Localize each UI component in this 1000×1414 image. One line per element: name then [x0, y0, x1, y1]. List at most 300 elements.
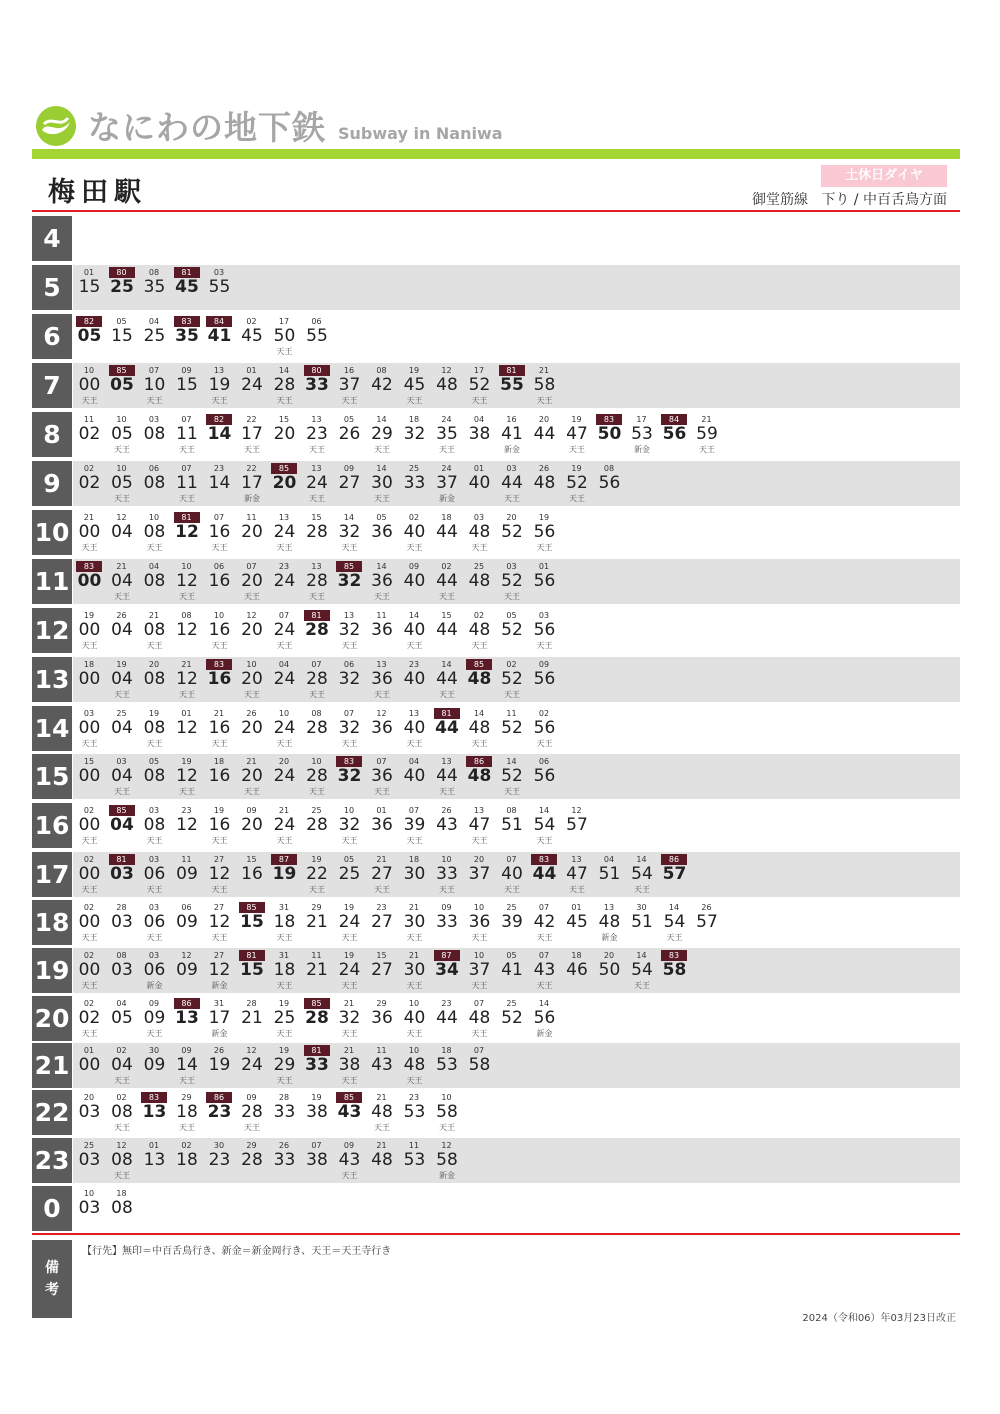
- departure: [106, 608, 139, 653]
- departure: [528, 803, 561, 848]
- train-number: 10: [473, 951, 485, 960]
- train-number: 07: [506, 855, 517, 864]
- departure: [691, 900, 724, 945]
- departure: [463, 803, 496, 848]
- departure: [138, 1138, 171, 1183]
- departure: [203, 657, 236, 702]
- train-number: 85: [239, 902, 265, 913]
- departure: [398, 706, 431, 751]
- departure-minute: 38: [338, 1055, 361, 1075]
- departure-minute: 22: [306, 864, 328, 884]
- departure: [333, 510, 366, 555]
- train-number: 07: [148, 366, 160, 375]
- departure-minute: 56: [533, 1008, 556, 1028]
- departure-minute: 24: [273, 718, 296, 738]
- train-number: 10: [278, 709, 290, 718]
- train-number: 21: [83, 513, 95, 522]
- train-number: 07: [343, 709, 355, 718]
- departure-minute: 32: [338, 669, 361, 689]
- train-number: 21: [343, 1046, 355, 1055]
- destination-mark: 天王: [374, 885, 390, 894]
- hour-label: 18: [32, 900, 72, 945]
- train-number: 21: [538, 366, 550, 375]
- train-number: 10: [148, 513, 160, 522]
- train-number: 09: [343, 464, 355, 473]
- departure-minute: 18: [273, 912, 296, 932]
- destination-mark: 新金: [244, 494, 260, 503]
- departure: [626, 948, 659, 993]
- train-number: 09: [408, 562, 420, 571]
- departure: [366, 412, 399, 457]
- train-number: 26: [701, 903, 712, 912]
- departure: [236, 510, 269, 555]
- departure-minute: 19: [208, 375, 231, 395]
- departure-minute: 03: [78, 1102, 101, 1122]
- departure: [333, 900, 366, 945]
- destination-mark: 天王: [276, 1029, 293, 1038]
- departure-minute: 27: [371, 912, 393, 932]
- train-number: 15: [441, 611, 452, 620]
- departure: [333, 559, 366, 604]
- train-number: 02: [473, 611, 485, 620]
- departure: [171, 852, 204, 897]
- destination-mark: 天王: [439, 592, 455, 601]
- train-number: 11: [83, 415, 95, 424]
- departure-minute: 20: [241, 522, 263, 542]
- departure-minute: 09: [143, 1008, 166, 1028]
- departure-minute: 09: [176, 864, 198, 884]
- train-number: 07: [311, 1141, 322, 1150]
- departure: [106, 706, 139, 751]
- departure: [73, 559, 106, 604]
- destination-mark: 天王: [341, 543, 358, 552]
- hour-label: 21: [32, 1043, 72, 1088]
- train-number: 18: [441, 1046, 452, 1055]
- departure-minute: 00: [78, 864, 101, 884]
- departure-minute: 53: [403, 1150, 426, 1170]
- departure: [366, 1138, 399, 1183]
- train-number: 19: [116, 660, 127, 669]
- departure-minute: 06: [143, 864, 166, 884]
- train-number: 05: [116, 317, 127, 326]
- destination-mark: 天王: [81, 885, 98, 894]
- departure: [496, 852, 529, 897]
- departure: [463, 657, 496, 702]
- train-number: 20: [83, 1093, 95, 1102]
- departure: [496, 803, 529, 848]
- departure-minute: 58: [662, 960, 687, 980]
- departure: [398, 948, 431, 993]
- departures-band: [73, 216, 960, 261]
- train-number: 26: [213, 1046, 225, 1055]
- train-number: 20: [148, 660, 160, 669]
- train-number: 86: [206, 1092, 232, 1103]
- train-number: 02: [83, 903, 95, 912]
- departure-minute: 33: [436, 864, 458, 884]
- departure: [73, 852, 106, 897]
- destination-mark: 天王: [569, 445, 585, 454]
- departure-minute: 34: [435, 960, 459, 980]
- train-number: 83: [336, 756, 362, 767]
- departure-minute: 28: [241, 1102, 263, 1122]
- train-number: 17: [636, 415, 647, 424]
- departure-minute: 03: [111, 960, 133, 980]
- train-number: 21: [246, 757, 257, 766]
- departure: [528, 559, 561, 604]
- destination-mark: 新金: [504, 445, 520, 454]
- train-number: 23: [408, 660, 420, 669]
- departure: [593, 412, 626, 457]
- departure: [333, 657, 366, 702]
- departure-minute: 25: [273, 1008, 296, 1028]
- departure: [691, 412, 724, 457]
- destination-mark: 天王: [536, 981, 553, 990]
- departure-minute: 04: [111, 620, 133, 640]
- departure: [203, 559, 236, 604]
- train-number: 23: [278, 562, 290, 571]
- departure: [106, 1090, 139, 1135]
- train-number: 19: [213, 806, 225, 815]
- departure-minute: 04: [111, 522, 133, 542]
- departure-minute: 50: [273, 326, 296, 346]
- destination-mark: 天王: [406, 543, 423, 552]
- departure: [268, 363, 301, 408]
- departure-minute: 58: [533, 375, 556, 395]
- departure-minute: 56: [662, 424, 687, 444]
- train-number: 08: [506, 806, 517, 815]
- departure-minute: 42: [533, 912, 556, 932]
- departure: [73, 314, 106, 359]
- train-number: 11: [506, 709, 517, 718]
- train-number: 80: [304, 365, 330, 376]
- destination-mark: 天王: [146, 1029, 163, 1038]
- train-number: 18: [441, 513, 452, 522]
- departure-minute: 00: [78, 620, 101, 640]
- departure: [73, 948, 106, 993]
- departure-minute: 32: [338, 1008, 361, 1028]
- departure: [431, 706, 464, 751]
- departure: [528, 510, 561, 555]
- departure: [301, 1043, 334, 1088]
- departure: [138, 1090, 171, 1135]
- train-number: 15: [246, 855, 257, 864]
- departure-minute: 33: [305, 1055, 329, 1075]
- train-number: 30: [213, 1141, 225, 1150]
- departure: [463, 412, 496, 457]
- departure: [73, 1043, 106, 1088]
- train-number: 83: [174, 316, 200, 327]
- departure: [398, 996, 431, 1041]
- destination-mark: 天王: [309, 787, 325, 796]
- hour-label: 20: [32, 996, 72, 1041]
- destination-mark: 天王: [244, 592, 260, 601]
- departure: [138, 510, 171, 555]
- train-number: 25: [311, 806, 322, 815]
- train-number: 07: [473, 999, 485, 1008]
- train-number: 07: [538, 951, 550, 960]
- departure-minute: 45: [241, 326, 263, 346]
- train-number: 07: [278, 611, 290, 620]
- departure: [138, 657, 171, 702]
- destination-mark: 天王: [341, 396, 358, 405]
- departure-minute: 02: [78, 424, 101, 444]
- departure: [73, 1186, 106, 1231]
- train-number: 21: [376, 1093, 387, 1102]
- departure-minute: 32: [338, 522, 361, 542]
- destination-mark: 天王: [341, 933, 358, 942]
- departure: [171, 559, 204, 604]
- departure-minute: 43: [371, 1055, 393, 1075]
- departure-minute: 35: [436, 424, 458, 444]
- departure-minute: 40: [403, 620, 426, 640]
- destination-mark: 天王: [179, 1123, 195, 1132]
- destination-mark: 天王: [211, 933, 228, 942]
- departure-minute: 08: [143, 718, 166, 738]
- destination-mark: 天王: [179, 592, 195, 601]
- train-number: 81: [499, 365, 525, 376]
- departure: [301, 754, 334, 799]
- train-number: 84: [661, 414, 687, 425]
- departure: [203, 510, 236, 555]
- departure-minute: 24: [273, 571, 296, 591]
- destination-mark: 天王: [341, 981, 358, 990]
- departure: [366, 852, 399, 897]
- train-number: 29: [246, 1141, 257, 1150]
- departure: [301, 510, 334, 555]
- destination-mark: 天王: [276, 1076, 293, 1085]
- train-number: 01: [571, 903, 582, 912]
- departure: [203, 265, 236, 310]
- train-number: 01: [83, 1046, 95, 1055]
- departure: [561, 852, 594, 897]
- departure: [333, 852, 366, 897]
- destination-mark: 天王: [374, 690, 390, 699]
- departure: [431, 461, 464, 506]
- departure-minute: 45: [403, 375, 426, 395]
- destination-mark: 天王: [439, 1123, 455, 1132]
- departure: [431, 412, 464, 457]
- departure: [268, 314, 301, 359]
- destination-mark: 天王: [276, 981, 293, 990]
- train-number: 13: [441, 757, 452, 766]
- departure: [431, 363, 464, 408]
- train-number: 07: [538, 903, 550, 912]
- train-number: 12: [246, 611, 257, 620]
- train-number: 13: [343, 611, 355, 620]
- train-number: 02: [83, 855, 95, 864]
- departure: [431, 1090, 464, 1135]
- destination-mark: 天王: [81, 836, 98, 845]
- departure-minute: 32: [338, 620, 361, 640]
- hour-row: [32, 657, 960, 702]
- departure-minute: 16: [208, 620, 231, 640]
- departure-minute: 48: [468, 1008, 491, 1028]
- departure: [138, 363, 171, 408]
- departure-minute: 48: [468, 571, 491, 591]
- departure-minute: 55: [500, 375, 524, 395]
- departure: [171, 900, 204, 945]
- departure: [171, 461, 204, 506]
- departure-minute: 16: [208, 522, 231, 542]
- brand-logo-icon: [36, 106, 76, 146]
- train-number: 07: [246, 562, 257, 571]
- train-number: 05: [148, 757, 160, 766]
- departure-minute: 36: [371, 620, 393, 640]
- train-number: 28: [246, 999, 257, 1008]
- departure: [366, 1043, 399, 1088]
- departure-minute: 18: [176, 1150, 198, 1170]
- departure-minute: 44: [436, 571, 458, 591]
- departure-minute: 52: [501, 766, 523, 786]
- departure-minute: 13: [142, 1102, 167, 1122]
- departure-minute: 43: [436, 815, 458, 835]
- departure-minute: 51: [631, 912, 653, 932]
- departure-minute: 27: [338, 473, 361, 493]
- departure: [236, 461, 269, 506]
- train-number: 19: [408, 366, 420, 375]
- departure-minute: 12: [176, 815, 198, 835]
- train-number: 83: [596, 414, 622, 425]
- departure-minute: 38: [306, 1102, 328, 1122]
- departure-minute: 24: [273, 815, 296, 835]
- departure: [333, 803, 366, 848]
- departure-minute: 44: [435, 718, 459, 738]
- departure: [398, 559, 431, 604]
- departure-minute: 05: [77, 326, 102, 346]
- train-number: 24: [441, 464, 452, 473]
- train-number: 31: [278, 951, 290, 960]
- hour-label: 14: [32, 706, 72, 751]
- departure: [333, 754, 366, 799]
- departure: [203, 1043, 236, 1088]
- hour-label: 13: [32, 657, 72, 702]
- train-number: 09: [148, 999, 160, 1008]
- departure: [106, 1186, 139, 1231]
- departure-minute: 44: [533, 424, 556, 444]
- train-number: 18: [571, 951, 582, 960]
- train-number: 13: [571, 855, 582, 864]
- train-number: 27: [213, 951, 225, 960]
- departure-minute: 58: [436, 1150, 458, 1170]
- train-number: 19: [571, 415, 582, 424]
- train-number: 02: [538, 709, 550, 718]
- departure-minute: 48: [468, 718, 491, 738]
- destination-mark: 天王: [114, 1123, 130, 1132]
- departure-minute: 36: [371, 766, 393, 786]
- departure: [203, 706, 236, 751]
- departure: [73, 1138, 106, 1183]
- destination-mark: 天王: [374, 787, 390, 796]
- departure-minute: 58: [468, 1055, 491, 1075]
- train-number: 23: [408, 1093, 420, 1102]
- departure-minute: 09: [176, 912, 198, 932]
- train-number: 24: [441, 415, 452, 424]
- departure: [171, 412, 204, 457]
- hour-row: [32, 559, 960, 604]
- departure-minute: 25: [110, 277, 134, 297]
- departure: [593, 852, 626, 897]
- departure: [138, 706, 171, 751]
- departure: [171, 314, 204, 359]
- departure-minute: 20: [241, 766, 263, 786]
- departure-minute: 16: [208, 766, 231, 786]
- departure: [106, 510, 139, 555]
- departure: [658, 948, 691, 993]
- departure-minute: 00: [78, 766, 101, 786]
- train-number: 86: [661, 854, 687, 865]
- departure: [333, 1043, 366, 1088]
- departure: [203, 608, 236, 653]
- departure: [203, 900, 236, 945]
- departure-minute: 33: [273, 1102, 296, 1122]
- destination-mark: 天王: [179, 690, 195, 699]
- hour-row: [32, 706, 960, 751]
- destination-mark: 天王: [406, 1029, 423, 1038]
- departure: [301, 803, 334, 848]
- departure-minute: 10: [143, 375, 166, 395]
- departure: [301, 657, 334, 702]
- departure-minute: 45: [566, 912, 588, 932]
- departure: [528, 900, 561, 945]
- departure: [528, 996, 561, 1041]
- train-number: 80: [109, 267, 135, 278]
- train-number: 05: [506, 951, 517, 960]
- departure-minute: 24: [273, 669, 296, 689]
- departure: [333, 706, 366, 751]
- destination-mark: 天王: [504, 787, 520, 796]
- departure: [301, 608, 334, 653]
- departure: [203, 852, 236, 897]
- departure: [203, 314, 236, 359]
- departure-minute: 39: [403, 815, 426, 835]
- departure-minute: 40: [403, 522, 426, 542]
- departure-minute: 30: [403, 912, 426, 932]
- train-number: 07: [213, 513, 225, 522]
- departure: [73, 461, 106, 506]
- train-number: 25: [116, 709, 127, 718]
- destination-mark: 天王: [179, 787, 195, 796]
- departure-minute: 55: [208, 277, 231, 297]
- departure-minute: 08: [111, 1198, 133, 1218]
- departure: [301, 314, 334, 359]
- departure: [333, 996, 366, 1041]
- destination-mark: 天王: [406, 739, 423, 748]
- departure-minute: 20: [241, 815, 263, 835]
- departure-minute: 36: [371, 571, 393, 591]
- departure: [398, 803, 431, 848]
- hour-row: [32, 363, 960, 408]
- destination-mark: 天王: [374, 1123, 390, 1132]
- departure: [236, 314, 269, 359]
- departure: [333, 1138, 366, 1183]
- train-number: 03: [148, 855, 160, 864]
- departure-minute: 52: [501, 571, 523, 591]
- train-number: 06: [311, 317, 322, 326]
- departure-minute: 28: [306, 718, 328, 738]
- hour-row: [32, 608, 960, 653]
- departure: [236, 363, 269, 408]
- hour-row: [32, 948, 960, 993]
- departure: [431, 900, 464, 945]
- departure-minute: 00: [78, 815, 101, 835]
- train-number: 04: [473, 415, 485, 424]
- departure-minute: 32: [403, 424, 426, 444]
- departure-minute: 30: [403, 864, 426, 884]
- departure-minute: 41: [501, 960, 523, 980]
- departure: [301, 559, 334, 604]
- departure: [528, 461, 561, 506]
- hour-label: 22: [32, 1090, 72, 1135]
